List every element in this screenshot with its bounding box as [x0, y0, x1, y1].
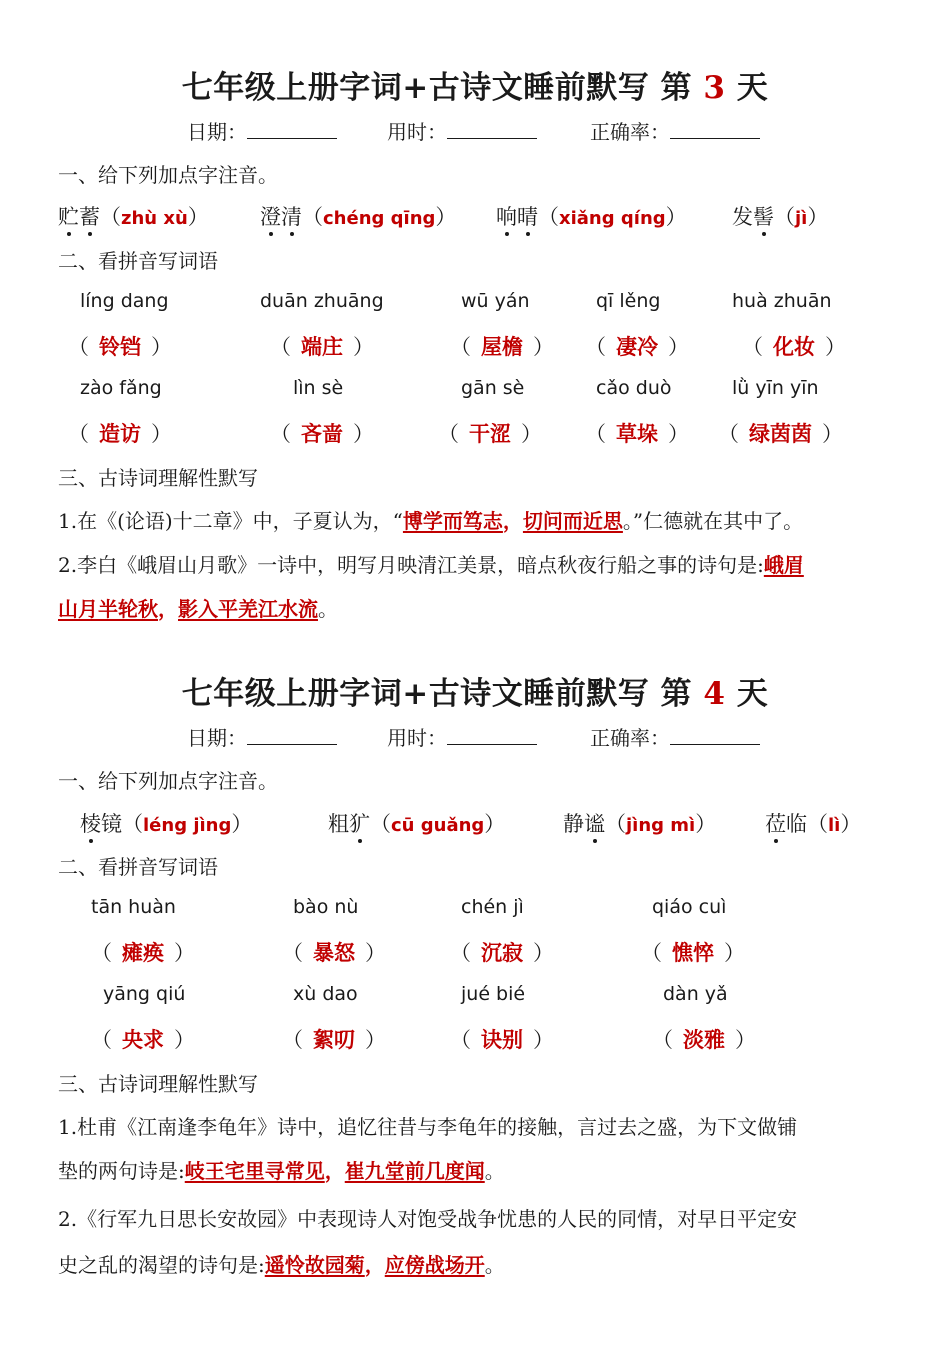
- blank-line[interactable]: [247, 120, 337, 139]
- day3-accuracy-field[interactable]: 正确率：: [590, 116, 760, 145]
- day4-pinyin-3: chén jì: [461, 896, 524, 918]
- day4-question-2-line2: 史之乱的渴望的诗句是:遥怜故园菊，应傍战场开。: [58, 1253, 505, 1277]
- day4-answer-3: （ 沉寂 ）: [450, 940, 554, 965]
- day3-date-field[interactable]: 日期：: [187, 116, 337, 145]
- day4-word-3: 静谧（jìng mì）: [563, 808, 716, 838]
- day4-pinyin-8: dàn yǎ: [663, 983, 728, 1005]
- answer-fill: 博学而笃志: [402, 509, 503, 533]
- day3-pinyin-2: duān zhuāng: [260, 290, 384, 312]
- day3-word-3: 响晴（xiǎng qíng）: [496, 201, 687, 231]
- answer-fill: 峨眉: [763, 553, 804, 577]
- day4-pinyin-6: xù dao: [293, 983, 358, 1005]
- blank-line[interactable]: [670, 120, 760, 139]
- day4-pinyin-1: tān huàn: [91, 896, 176, 918]
- day4-question-2-line1: 2.《行军九日思长安故园》中表现诗人对饱受战争忧患的人民的同情，对早日平定安: [58, 1207, 798, 1231]
- answer-fill: 崔九堂前几度闻: [344, 1159, 485, 1183]
- day4-answer-6: （ 絮叨 ）: [282, 1027, 386, 1052]
- answer-fill: 岐王宅里寻常见: [184, 1159, 325, 1183]
- day4-section2-heading: 二、看拼音写词语: [58, 855, 218, 879]
- day3-answer-5: （ 化妆 ）: [742, 334, 846, 359]
- day3-answer-2: （ 端庄 ）: [270, 334, 374, 359]
- day3-time-field[interactable]: 用时：: [387, 116, 537, 145]
- day3-section3-heading: 三、古诗词理解性默写: [58, 466, 258, 490]
- day3-answer-1: （ 铃铛 ）: [68, 334, 172, 359]
- day3-answer-3: （ 屋檐 ）: [450, 334, 554, 359]
- blank-line[interactable]: [247, 726, 337, 745]
- day3-question-2-line1: 2.李白《峨眉山月歌》一诗中，明写月映清江美景，暗点秋夜行船之事的诗句是:峨眉: [58, 553, 804, 577]
- day3-section1-heading: 一、给下列加点字注音。: [58, 163, 278, 187]
- day3-pinyin-8: gān sè: [461, 377, 525, 399]
- day3-pinyin-4: qī lěng: [596, 290, 661, 312]
- day3-question-1: 1.在《(论语)十二章》中，子夏认为，“博学而笃志，切问而近思。”仁德就在其中了。: [58, 509, 804, 533]
- blank-line[interactable]: [447, 120, 537, 139]
- day4-answer-8: （ 淡雅 ）: [652, 1027, 756, 1052]
- day4-date-field[interactable]: 日期：: [187, 722, 337, 751]
- day3-pinyin-3: wū yán: [461, 290, 530, 312]
- day4-section1-heading: 一、给下列加点字注音。: [58, 769, 278, 793]
- answer-fill: 山月半轮秋: [58, 597, 158, 621]
- day3-answer-6: （ 造访 ）: [68, 421, 172, 446]
- answer-fill: 切问而近思: [522, 509, 623, 533]
- day4-answer-4: （ 憔悴 ）: [641, 940, 745, 965]
- day3-pinyin-7: lìn sè: [293, 377, 344, 399]
- day3-pinyin-5: huà zhuān: [732, 290, 832, 312]
- day3-question-2-line2: 山月半轮秋，影入平羌江水流。: [58, 597, 338, 621]
- answer-fill: 应傍战场开: [384, 1253, 485, 1277]
- blank-line[interactable]: [670, 726, 760, 745]
- day3-word-1: 贮蓄（zhù xù）: [58, 201, 209, 231]
- day3-pinyin-9: cǎo duò: [596, 377, 672, 399]
- day4-answer-7: （ 诀别 ）: [450, 1027, 554, 1052]
- day3-answer-9: （ 草垛 ）: [585, 421, 689, 446]
- day4-pinyin-5: yāng qiú: [103, 983, 186, 1005]
- day3-answer-10: （ 绿茵茵 ）: [718, 421, 843, 446]
- day3-answer-4: （ 凄冷 ）: [585, 334, 689, 359]
- day3-pinyin-1: líng dang: [80, 290, 169, 312]
- day4-pinyin-4: qiáo cuì: [652, 896, 727, 918]
- day4-word-4: 莅临（lì）: [765, 808, 861, 838]
- day4-word-2: 粗犷（cū guǎng）: [328, 808, 505, 838]
- day3-answer-8: （ 干涩 ）: [438, 421, 542, 446]
- day4-day-number: 4: [703, 676, 726, 712]
- day3-section2-heading: 二、看拼音写词语: [58, 249, 218, 273]
- day3-pinyin-10: lǜ yīn yīn: [732, 377, 819, 399]
- day4-answer-2: （ 暴怒 ）: [282, 940, 386, 965]
- day4-answer-1: （ 瘫痪 ）: [91, 940, 195, 965]
- day4-accuracy-field[interactable]: 正确率：: [590, 722, 760, 751]
- day4-section3-heading: 三、古诗词理解性默写: [58, 1072, 258, 1096]
- day4-title: 七年级上册字词+古诗文睡前默写 第 4 天: [181, 676, 769, 712]
- day4-time-field[interactable]: 用时：: [387, 722, 537, 751]
- day3-word-2: 澄清（chéng qīng）: [260, 201, 456, 231]
- day3-day-number: 3: [703, 70, 726, 106]
- day4-answer-5: （ 央求 ）: [91, 1027, 195, 1052]
- day3-title: 七年级上册字词+古诗文睡前默写 第 3 天: [181, 70, 769, 106]
- blank-line[interactable]: [447, 726, 537, 745]
- answer-fill: 影入平羌江水流: [178, 597, 318, 621]
- day3-pinyin-6: zào fǎng: [80, 377, 162, 399]
- day3-word-4: 发髻（jì）: [732, 201, 828, 231]
- day4-pinyin-2: bào nù: [293, 896, 359, 918]
- day4-question-1-line2: 垫的两句诗是:岐王宅里寻常见，崔九堂前几度闻。: [58, 1159, 505, 1183]
- answer-fill: 遥怜故园菊: [264, 1253, 365, 1277]
- day3-answer-7: （ 吝啬 ）: [270, 421, 374, 446]
- day4-word-1: 棱镜（léng jìng）: [80, 808, 252, 838]
- day4-pinyin-7: jué bié: [461, 983, 526, 1005]
- day4-question-1-line1: 1.杜甫《江南逢李龟年》诗中，追忆往昔与李龟年的接触，言过去之盛，为下文做铺: [58, 1115, 798, 1139]
